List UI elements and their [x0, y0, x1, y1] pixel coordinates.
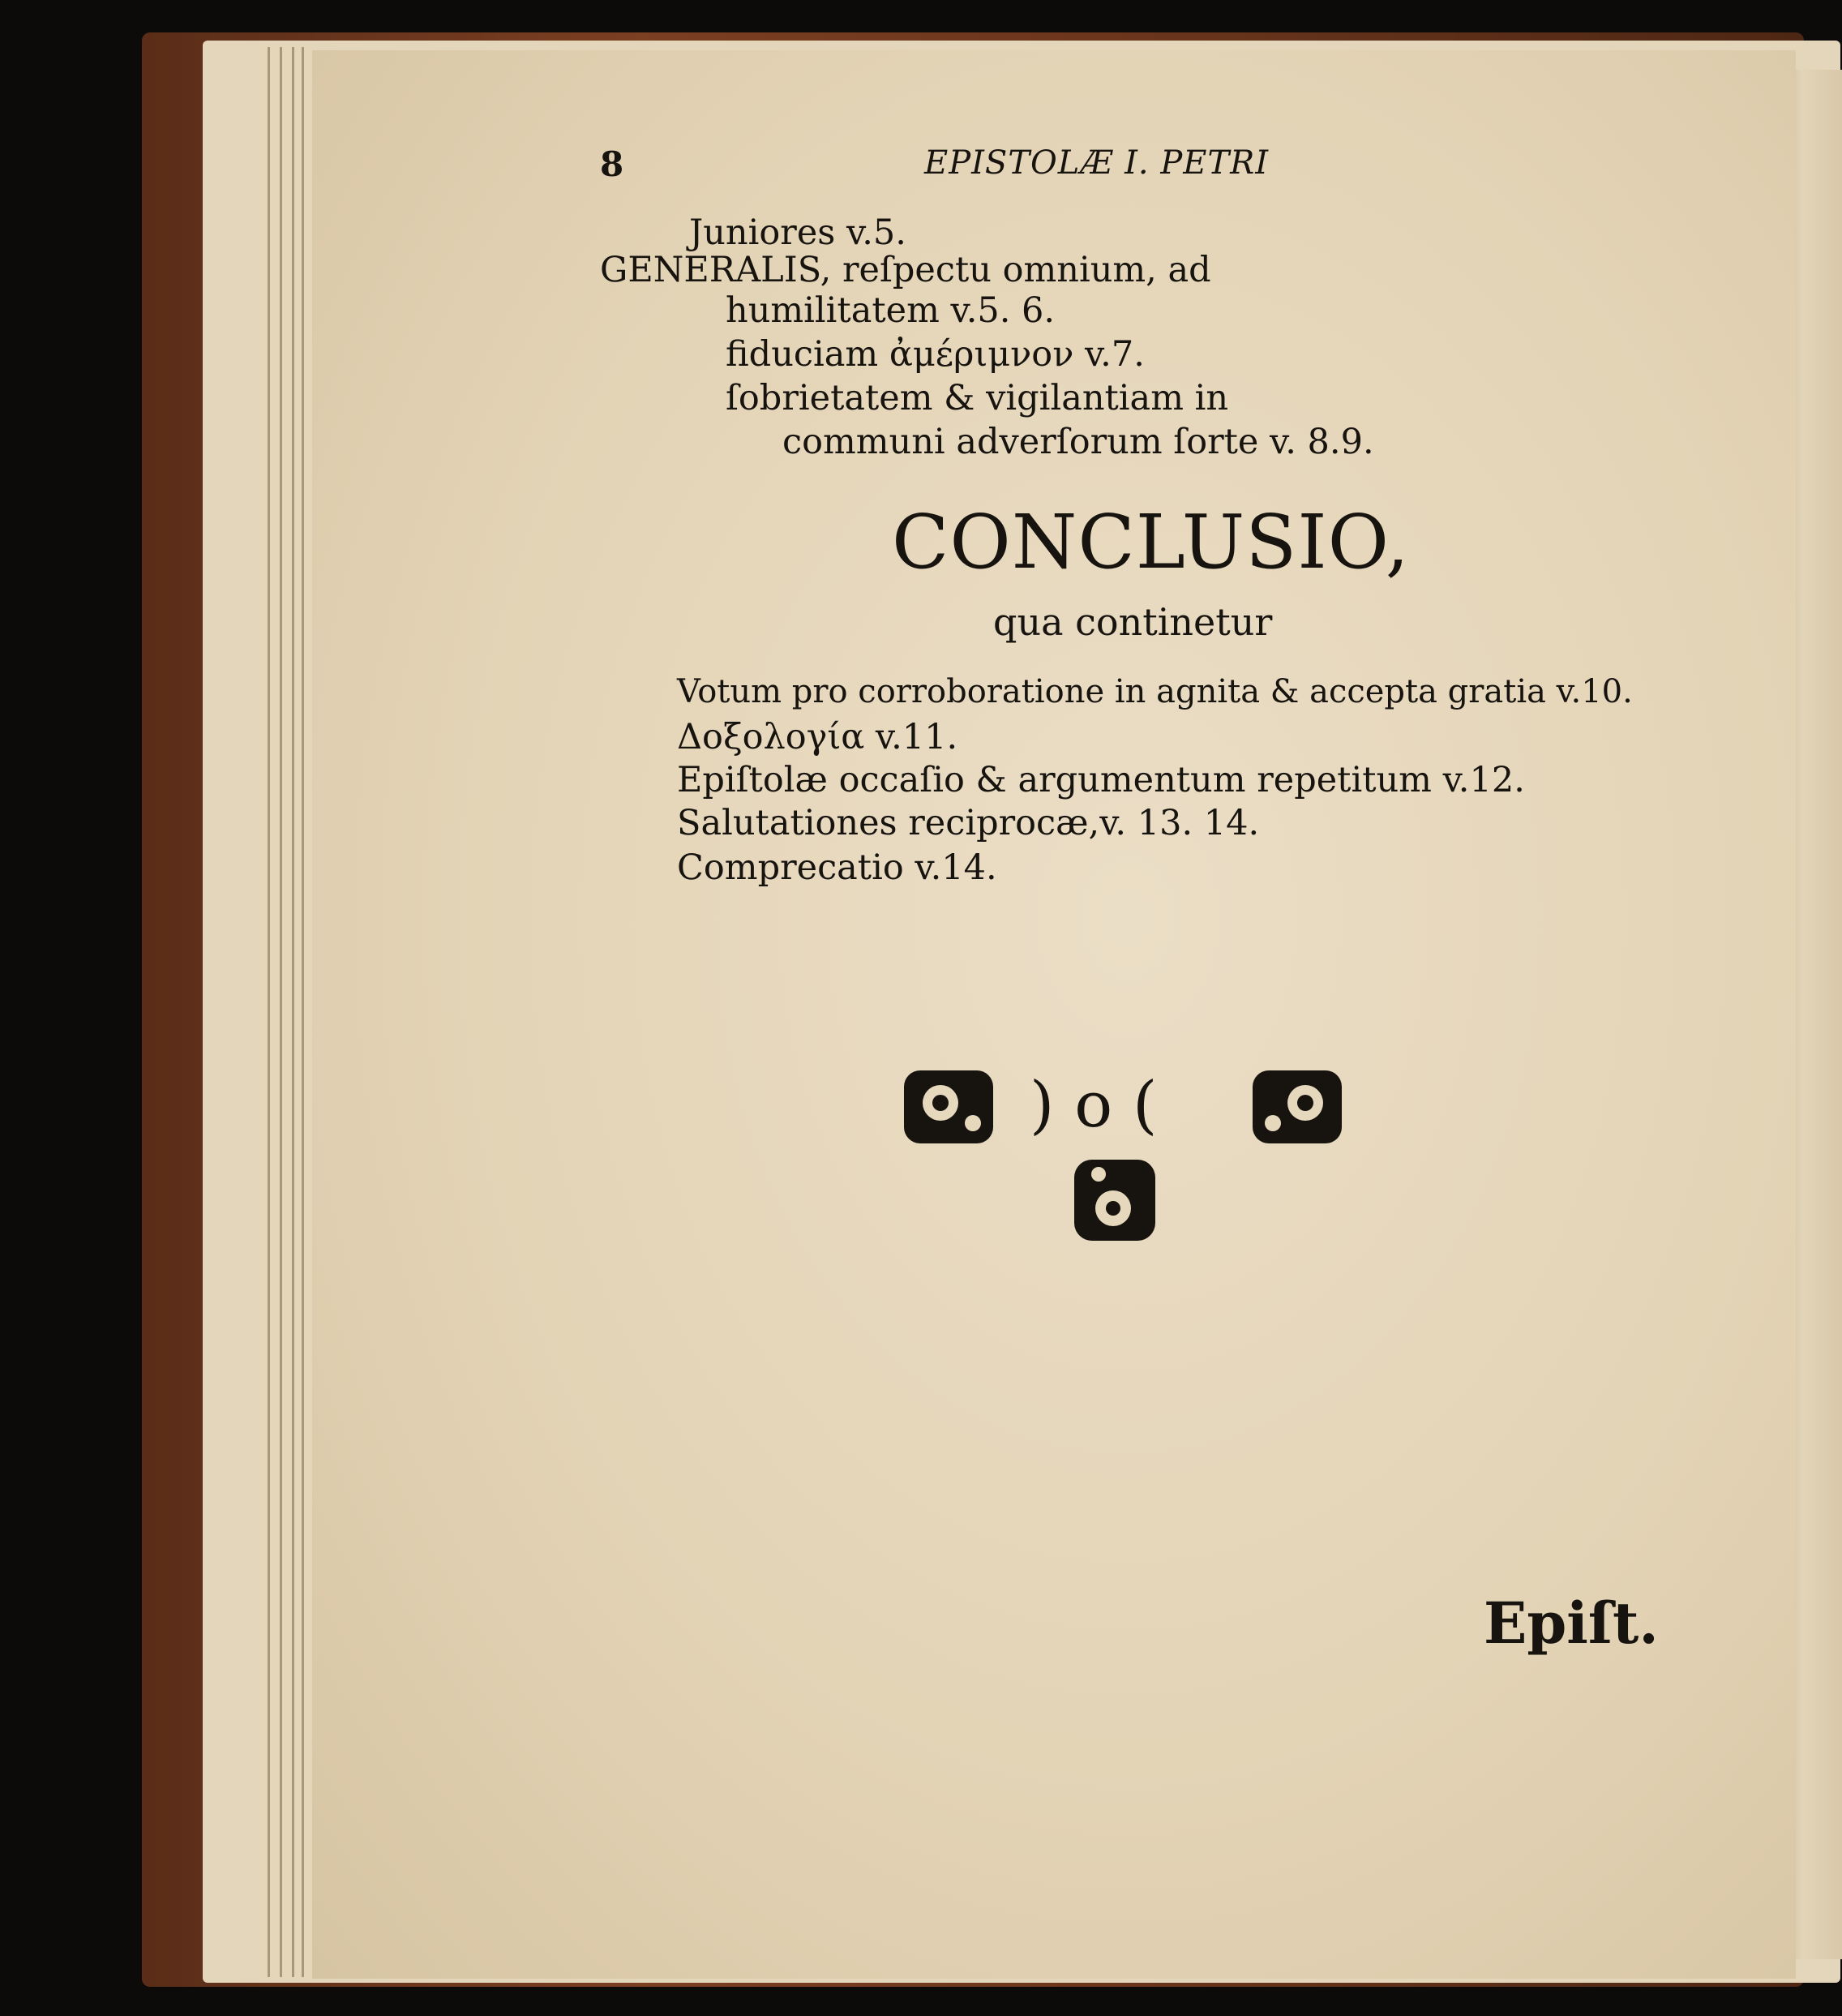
text-line: GENERALIS, reſpectu omnium, ad [600, 250, 1211, 290]
text-line: ſobrietatem & vigilantiam in [726, 378, 1229, 418]
conclusion-line: Votum pro corroboratione in agnita & accepta gratia v.10. [677, 673, 1633, 710]
text-line: humilitatem v.5. 6. [726, 290, 1056, 331]
ornament-center-mark: ) o ( [1030, 1069, 1158, 1142]
catchword: Epiſt. [1484, 1589, 1659, 1657]
page-edge-line [292, 47, 294, 1977]
conclusion-line: Comprecatio v.14. [677, 847, 997, 888]
page-number: 8 [600, 144, 624, 184]
conclusion-line: Salutationes reciprocæ,v. 13. 14. [677, 803, 1260, 843]
page-edge-line [268, 47, 270, 1977]
running-title: EPISTOLÆ I. PETRI [924, 144, 1270, 182]
page-edge-line [302, 47, 304, 1977]
section-title: CONCLUSIO, [892, 499, 1410, 585]
page-edge-line [280, 47, 282, 1977]
text-line: fiduciam ἀμέριμνον v.7. [726, 334, 1145, 375]
conclusion-line: Epiſtolæ occaſio & argumentum repetitum v.12. [677, 760, 1525, 800]
text-line: Juniores v.5. [689, 212, 906, 253]
text-line: communi adverſorum ſorte v. 8.9. [782, 422, 1374, 462]
conclusion-line: Δοξολογία v.11. [677, 717, 958, 757]
section-subtitle: qua continetur [993, 600, 1273, 644]
